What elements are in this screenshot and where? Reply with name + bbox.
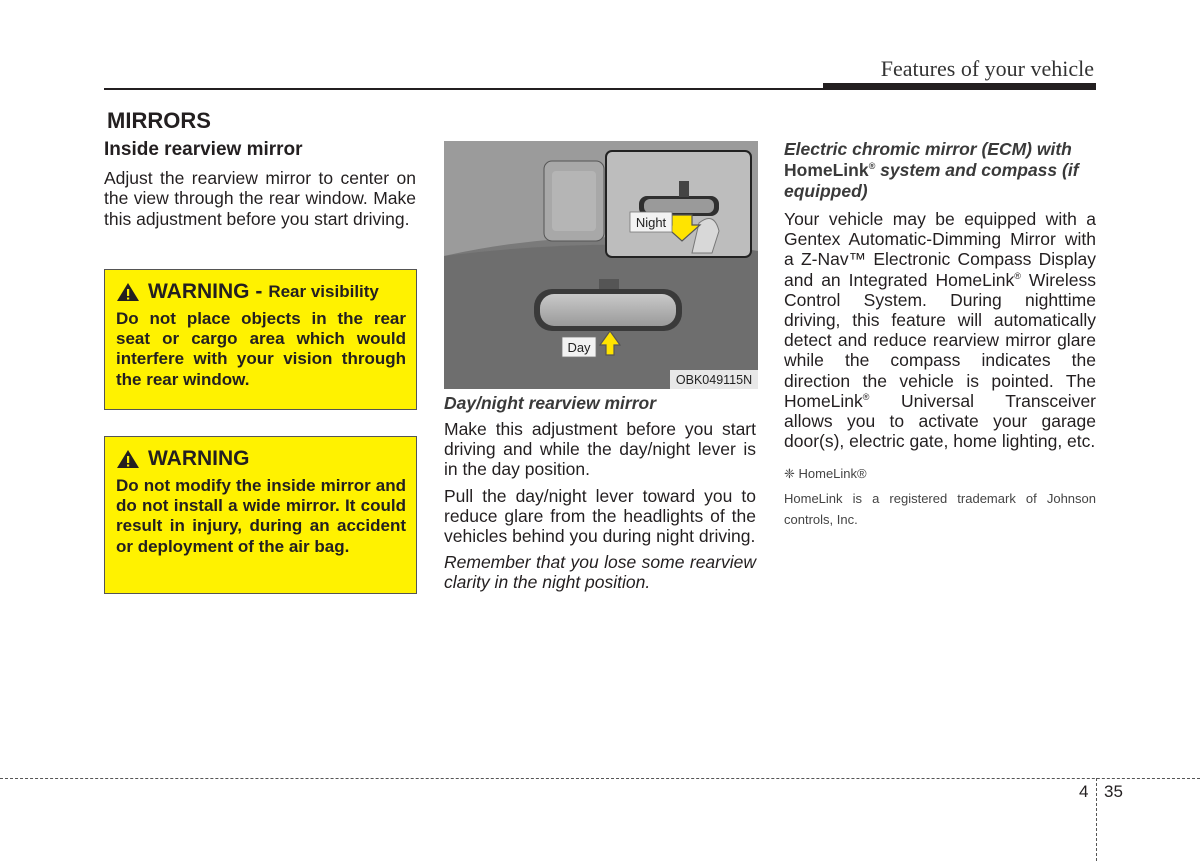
warning-text: Do not place objects in the rear seat or cargo area which would interfere with your vision through the rear window. — [116, 309, 406, 389]
warning-subtitle: Rear visibility — [268, 282, 379, 301]
footer-dashed-divider — [1096, 778, 1097, 861]
column-3 — [784, 139, 1096, 530]
text-fragment: Your vehicle may be equipped with a Gentex Automatic-Dimming Mirror with a Z-Nav™ Electronic Compass Display and an Integrated HomeLink — [784, 209, 1096, 290]
warning-text: Do not modify the inside mirror and do not install a wide mirror. It could result in injury, during an accident or deployment of the air bag. — [116, 476, 406, 556]
heading-part: Electric chromic mirror (ECM) with — [784, 139, 1072, 159]
night-label: Night — [635, 215, 667, 230]
warning-triangle-icon — [116, 282, 140, 302]
figure-caption: Day/night rearview mirror — [444, 393, 657, 413]
page-number: 35 — [1104, 782, 1123, 801]
rearview-mirror-illustration — [444, 141, 758, 389]
heading-brand: HomeLink — [784, 160, 869, 180]
column-1 — [104, 140, 416, 235]
registered-mark: ® — [1014, 270, 1021, 281]
text-fragment: Universal Transceiver allows you to activate your garage door(s), electric gate, home lighting, etc. — [784, 390, 1096, 452]
warning-label: WARNING — [148, 447, 250, 470]
paragraph-adjust-mirror: Adjust the rearview mirror to center on the view through the rear window. Make this adjustment before you start driving. — [104, 168, 416, 229]
registered-mark: ® — [868, 161, 876, 172]
homelink-note-label: ❈ HomeLink® — [784, 466, 867, 482]
warning-label: WARNING - — [148, 280, 263, 303]
day-label: Day — [567, 340, 591, 355]
chapter-number: 4 — [1079, 782, 1089, 801]
warning-box-rear-visibility — [104, 269, 417, 410]
page-header-title: Features of your vehicle — [880, 56, 1094, 81]
column-2-body — [444, 419, 756, 593]
warning-header — [116, 280, 406, 304]
figure-code: OBK049115N — [675, 373, 753, 387]
section-title: MIRRORS — [107, 108, 211, 133]
paragraph-day-position: Make this adjustment before you start driving and while the day/night lever is in the day position. — [444, 419, 756, 480]
warning-header — [116, 447, 406, 471]
text-fragment: Wireless Control System. During nighttime driving, this feature will automatically detect and reduce rearview mirror glare while the compass indicates the direction the vehicle is pointed. The HomeLink — [784, 269, 1096, 411]
registered-mark: ® — [862, 392, 870, 402]
warning-triangle-icon — [116, 449, 140, 469]
homelink-trademark-note: HomeLink is a registered trademark of Johnson controls, Inc. — [784, 491, 1096, 528]
footer-dashed-rule — [0, 778, 1200, 779]
subheading-inside-rearview-mirror: Inside rearview mirror — [104, 139, 303, 160]
warning-box-modify-mirror — [104, 436, 417, 594]
header-rule-accent — [823, 83, 1096, 90]
paragraph-homelink-description — [784, 209, 1096, 451]
paragraph-night-lever: Pull the day/night lever toward you to reduce glare from the headlights of the vehicles behind you during night driving. — [444, 485, 756, 547]
mirror-illustration-image — [444, 141, 758, 389]
paragraph-clarity-note: Remember that you lose some rearview clarity in the night position. — [444, 552, 756, 593]
subheading-ecm-homelink — [784, 139, 1096, 202]
heading-part: system and compass (if equipped) — [784, 160, 1079, 201]
